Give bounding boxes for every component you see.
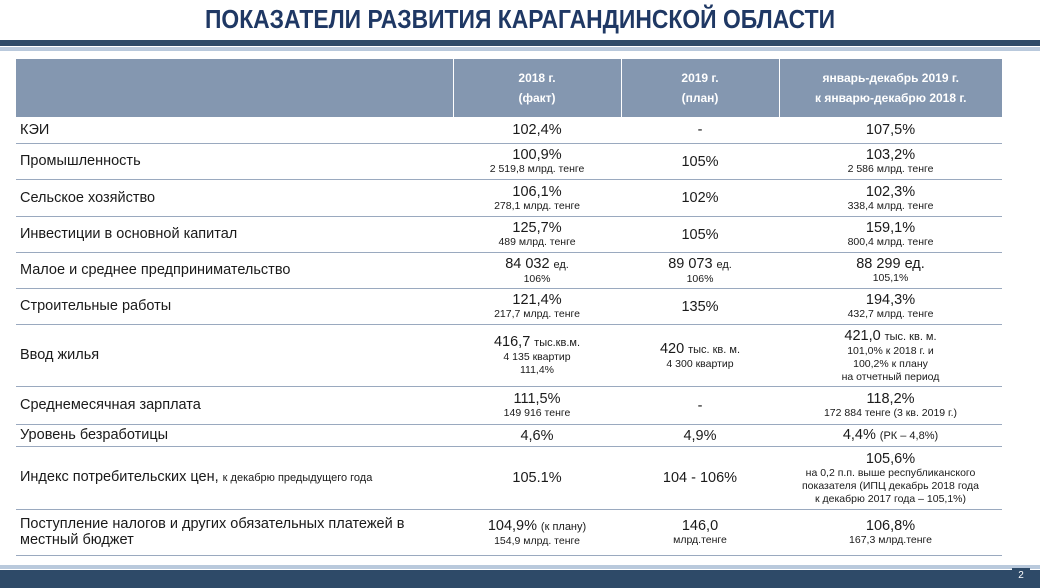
cell-main-line: [621, 427, 779, 444]
indicators-table: [16, 59, 1002, 556]
cell-subtext: к декабрю 2017 года – 105,1%): [814, 492, 967, 505]
cell-c3: [621, 446, 779, 509]
row-label: [16, 252, 453, 288]
header-2019-plan: 2019 г. (план): [621, 59, 779, 117]
page-title: ПОКАЗАТЕЛИ РАЗВИТИЯ КАРАГАНДИНСКОЙ ОБЛАСТИ: [204, 4, 836, 34]
cell-subtext: 172 884 тенге (3 кв. 2019 г.): [823, 407, 958, 419]
cell-main-line: [621, 121, 779, 138]
cell-subtext: млрд.тенге: [673, 534, 727, 546]
cell-c2: [453, 324, 621, 386]
cell-main-line: [621, 397, 779, 414]
row-label: [16, 117, 453, 143]
cell-main-line: [779, 146, 1002, 163]
cell-subtext: 106%: [686, 272, 714, 285]
cell-c3: [621, 216, 779, 252]
cell-c2: [453, 252, 621, 288]
cell-value: 121,4%: [512, 292, 562, 308]
top-bar-dark: [0, 40, 1040, 46]
cell-main-line: [779, 291, 1002, 308]
cell-value: 105%: [681, 153, 719, 170]
cell-subtext: 106%: [523, 272, 551, 285]
cell-value: 4,6%: [520, 427, 554, 444]
cell-c3: [621, 288, 779, 324]
cell-value: 420: [659, 340, 685, 357]
cell-subtext: 800,4 млрд. тенге: [847, 236, 934, 248]
row-label-text: Строительные работы: [20, 298, 172, 314]
row-label-text: Уровень безработицы: [20, 427, 169, 443]
cell-main-line: [453, 333, 621, 351]
table-row: [16, 216, 1002, 252]
cell-value: 4,4%: [842, 427, 876, 443]
top-bar-light: [0, 47, 1040, 51]
cell-value: 102,4%: [512, 122, 562, 139]
header-jan-dec-2019: январь-декабрь 2019 г. к январю-декабрю 2018 г.: [779, 59, 1002, 117]
cell-main-line: [453, 517, 621, 535]
cell-subtext: 338,4 млрд. тенге: [847, 199, 934, 212]
row-label: [16, 424, 453, 446]
cell-subtext: 4 135 квартир: [503, 351, 571, 363]
row-label-text: Среднемесячная зарплата: [20, 397, 201, 413]
row-label-text: Промышленность: [20, 153, 141, 169]
cell-value: 104,9%: [487, 517, 538, 534]
cell-value: 159,1%: [865, 220, 916, 236]
row-label-text: Ввод жилья: [20, 347, 100, 363]
cell-main-line: [621, 189, 779, 206]
row-label: [16, 386, 453, 424]
cell-value: 4,9%: [683, 427, 717, 444]
cell-main-line: [779, 450, 1002, 467]
cell-main-line: [453, 291, 621, 308]
cell-value: -: [697, 397, 703, 414]
cell-subtext: 489 млрд. тенге: [498, 236, 576, 248]
cell-main-line: [453, 390, 621, 407]
cell-main-line: [621, 226, 779, 243]
cell-main-line: [779, 183, 1002, 200]
cell-subtext: показателя (ИПЦ декабрь 2018 года: [801, 479, 979, 492]
cell-c2: [453, 117, 621, 143]
cell-main-line: [779, 517, 1002, 534]
cell-value: 102%: [681, 190, 719, 206]
cell-c4: [779, 288, 1002, 324]
table-body: [16, 117, 1002, 555]
cell-c4: [779, 386, 1002, 424]
cell-value: 106,1%: [512, 183, 562, 200]
cell-c4: [779, 509, 1002, 555]
cell-c2: [453, 386, 621, 424]
table-row: [16, 179, 1002, 216]
cell-c4: [779, 424, 1002, 446]
cell-c3: [621, 117, 779, 143]
cell-c4: [779, 446, 1002, 509]
cell-subtext: 105,1%: [872, 272, 909, 284]
cell-subtext: 2 586 млрд. тенге: [847, 163, 934, 175]
cell-subtext: 432,7 млрд. тенге: [847, 308, 934, 320]
cell-c4: [779, 179, 1002, 216]
cell-unit: тыс. кв. м.: [688, 343, 741, 356]
row-label-text: Индекс потребительских цен,: [20, 469, 219, 485]
cell-unit: (РК – 4,8%): [879, 430, 939, 442]
cell-unit: (к плану): [540, 520, 587, 533]
cell-c3: [621, 324, 779, 386]
row-label: [16, 288, 453, 324]
cell-main-line: [453, 121, 621, 138]
cell-c3: [621, 143, 779, 179]
cell-subtext: 4 300 квартир: [666, 357, 734, 370]
cell-value: 111,5%: [513, 391, 561, 407]
cell-main-line: [453, 255, 621, 273]
cell-subtext: 278,1 млрд. тенге: [494, 199, 580, 212]
cell-value: -: [697, 122, 703, 139]
header-indicator: [16, 59, 453, 117]
cell-value: 194,3%: [865, 292, 916, 308]
cell-main-line: [621, 340, 779, 358]
row-label-text: КЭИ: [20, 121, 50, 138]
cell-c4: [779, 117, 1002, 143]
cell-subtext: 2 519,8 млрд. тенге: [489, 163, 585, 175]
table-row: [16, 424, 1002, 446]
cell-unit: тыс. кв. м.: [884, 330, 937, 343]
cell-unit: ед.: [716, 258, 732, 271]
table-row: [16, 324, 1002, 386]
cell-c3: [621, 424, 779, 446]
cell-main-line: [779, 327, 1002, 345]
table-row: [16, 288, 1002, 324]
row-label: [16, 324, 453, 386]
cell-main-line: [621, 153, 779, 170]
row-label: [16, 143, 453, 179]
cell-c2: [453, 216, 621, 252]
cell-main-line: [779, 121, 1002, 138]
table-row: [16, 446, 1002, 509]
cell-subtext: 217,7 млрд. тенге: [494, 308, 580, 320]
cell-value: 107,5%: [865, 122, 916, 139]
cell-main-line: [621, 298, 779, 315]
cell-c2: [453, 424, 621, 446]
bottom-bar-dark: [0, 570, 1040, 588]
cell-value: 416,7: [493, 334, 531, 350]
cell-value: 118,2%: [866, 391, 915, 407]
cell-c3: [621, 509, 779, 555]
cell-value: 100,9%: [512, 147, 562, 163]
cell-subtext: на 0,2 п.п. выше республиканского: [805, 466, 976, 479]
cell-c4: [779, 252, 1002, 288]
row-label: [16, 446, 453, 509]
cell-subtext: 154,9 млрд. тенге: [494, 534, 580, 547]
cell-value: 105,6%: [865, 450, 916, 467]
cell-main-line: [779, 255, 1002, 272]
cell-c2: [453, 143, 621, 179]
cell-c2: [453, 446, 621, 509]
cell-value: 102,3%: [865, 183, 916, 200]
row-label-text: Сельское хозяйство: [20, 189, 156, 206]
cell-subtext: 100,2% к плану: [853, 357, 928, 370]
cell-value: 89 073: [668, 255, 713, 272]
cell-unit: ед.: [553, 258, 569, 271]
cell-main-line: [453, 146, 621, 163]
cell-c2: [453, 509, 621, 555]
cell-value: 105%: [681, 226, 719, 243]
cell-subtext: 111,4%: [519, 364, 555, 376]
bottom-bar-light: [0, 565, 1040, 569]
cell-c3: [621, 386, 779, 424]
cell-subtext: 149 916 тенге: [503, 407, 571, 419]
row-label-text: Инвестиции в основной капитал: [20, 226, 238, 242]
cell-main-line: [453, 427, 621, 444]
cell-c3: [621, 252, 779, 288]
row-label: [16, 509, 453, 555]
cell-c4: [779, 216, 1002, 252]
cell-value: 421,0: [844, 327, 881, 344]
cell-value: 105.1%: [512, 470, 562, 486]
cell-c3: [621, 179, 779, 216]
cell-subtext: 167,3 млрд.тенге: [849, 534, 932, 546]
cell-value: 125,7%: [512, 220, 562, 236]
page-number: 2: [1012, 568, 1030, 584]
cell-subtext: 101,0% к 2018 г. и: [847, 344, 934, 357]
table-row: [16, 117, 1002, 143]
cell-main-line: [779, 426, 1002, 444]
table-row: [16, 252, 1002, 288]
cell-subtext: на отчетный период: [841, 370, 940, 383]
table-row: [16, 143, 1002, 179]
header-2018-fact: 2018 г. (факт): [453, 59, 621, 117]
cell-value: 88 299 ед.: [856, 256, 925, 272]
table-header-row: [16, 59, 1002, 117]
cell-value: 84 032: [505, 255, 550, 272]
row-label-text: Малое и среднее предпринимательство: [20, 262, 291, 278]
cell-main-line: [621, 255, 779, 273]
cell-value: 106,8%: [865, 518, 916, 534]
table-row: [16, 386, 1002, 424]
cell-main-line: [779, 390, 1002, 407]
cell-unit: тыс.кв.м.: [534, 337, 581, 349]
cell-c2: [453, 288, 621, 324]
cell-c2: [453, 179, 621, 216]
cell-c4: [779, 143, 1002, 179]
row-label-text: Поступление налогов и других обязательных платежей в местный бюджет: [20, 516, 405, 548]
cell-main-line: [621, 517, 779, 534]
cell-c4: [779, 324, 1002, 386]
row-label-note: к декабрю предыдущего года: [222, 472, 373, 484]
row-label: [16, 179, 453, 216]
cell-main-line: [453, 219, 621, 236]
cell-main-line: [621, 469, 779, 486]
table-row: [16, 509, 1002, 555]
cell-main-line: [453, 469, 621, 486]
cell-value: 146,0: [681, 518, 719, 534]
cell-value: 135%: [681, 298, 719, 315]
cell-value: 104 - 106%: [662, 470, 738, 486]
row-label: [16, 216, 453, 252]
cell-main-line: [779, 219, 1002, 236]
cell-main-line: [453, 183, 621, 200]
cell-value: 103,2%: [865, 147, 916, 163]
